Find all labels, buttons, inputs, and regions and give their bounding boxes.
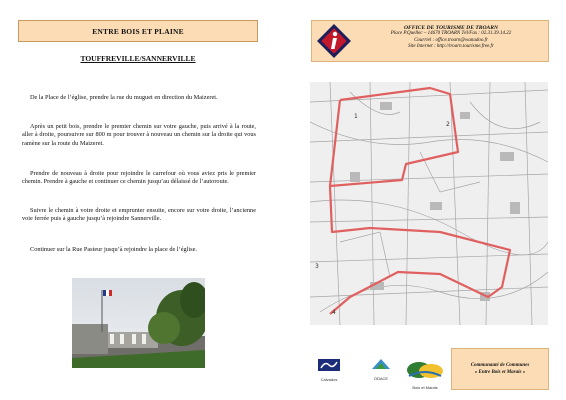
- odace-logo: [368, 357, 394, 381]
- community-line-2: « Entre Bois et Marais »: [474, 370, 526, 375]
- map-marker-3: 3: [315, 263, 319, 270]
- paragraph-1: De la Place de l’église, prendre la rue du muguet en direction du Maizeret.: [30, 94, 218, 101]
- bois-et-marais-logo: [405, 358, 445, 390]
- calvados-logo: [316, 358, 342, 382]
- route-subtitle: TOUFFREVILLE/SANNERVILLE: [80, 54, 196, 63]
- paragraph-4: Suivre le chemin à votre droite et emprunter ensuite, encore sur votre droite, l’ancienne voie ferrée puis à gauche jusqu’à rejoindre Sannerville.: [22, 207, 256, 223]
- office-name: OFFICE DE TOURISME DE TROARN: [403, 25, 499, 31]
- odace-emblem-icon: [368, 357, 394, 371]
- tourism-office-contact: [358, 25, 544, 51]
- paragraph-2: Après un petit bois, prendre le premier chemin sur votre gauche, puis arrivé à la route, aller à droite, poursuivre sur 800 m pour trouver à nouveau un chemin sur la droite qui vous ramène sur la route du Maizeret.: [22, 123, 256, 147]
- church-photo: [72, 278, 205, 368]
- paragraph-5: Continuer sur la Rue Pasteur jusqu’à rejoindre la place de l’église.: [30, 246, 197, 253]
- office-address: Place P.Quellec – 14670 TROARN Tél/Fax : 02.31.39.14.22: [390, 31, 512, 37]
- odace-logo-label: ODACE: [373, 376, 389, 381]
- paragraph-3: Prendre de nouveau à droite pour rejoindre le carrefour où vous aviez pris le premier chemin. Prendre à gauche et continuer ce chemin jusqu’au délaissé de l’autoroute.: [22, 170, 256, 186]
- office-website: Site Internet : http://troarn.tourisme.free.fr: [408, 44, 494, 50]
- map-marker-1: 1: [354, 113, 358, 120]
- page-title-box: [18, 20, 258, 42]
- bois-et-marais-emblem-icon: [405, 358, 445, 380]
- office-email: Courriel : office.troarn@wanadoo.fr: [414, 37, 488, 43]
- map-marker-2: 2: [446, 121, 450, 128]
- route-map: [310, 82, 548, 325]
- calvados-emblem-icon: [316, 358, 342, 372]
- community-line-1: Communauté de Communes: [470, 363, 530, 368]
- map-marker-4: 4: [332, 309, 336, 316]
- bois-et-marais-logo-label: Bois et Marais: [412, 385, 438, 390]
- tourism-info-logo-icon: [317, 24, 351, 58]
- calvados-logo-label: Calvados: [320, 377, 338, 382]
- page-title: ENTRE BOIS ET PLAINE: [92, 26, 184, 36]
- community-box: [451, 348, 549, 390]
